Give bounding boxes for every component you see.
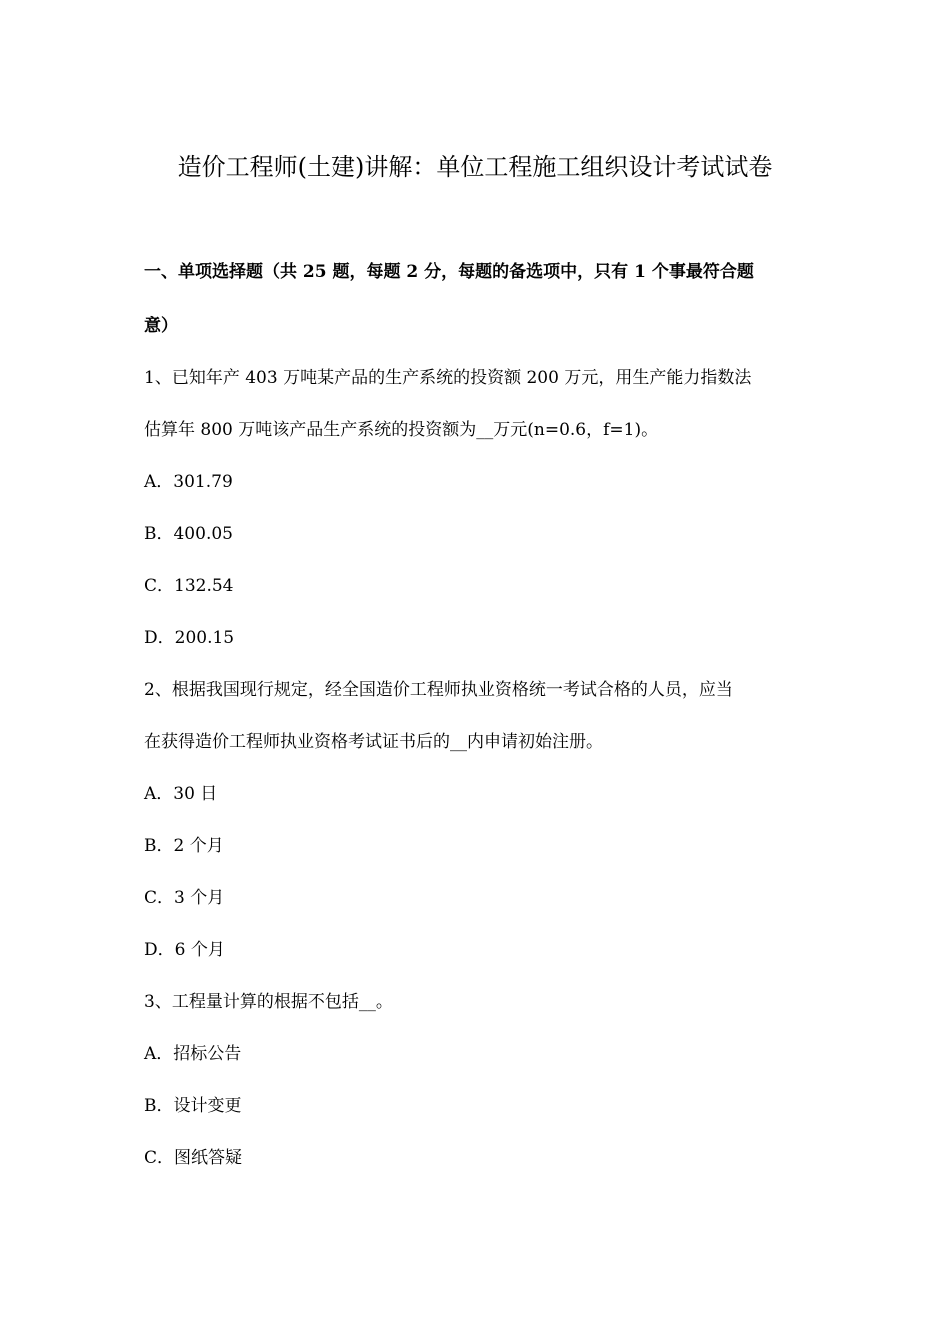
question-3-stem-line-1: 3、工程量计算的根据不包括__。 (144, 992, 393, 1012)
question-2-option-d: D．6 个月 (144, 940, 225, 960)
question-3-option-c: C．图纸答疑 (144, 1148, 243, 1168)
question-1-option-b: B．400.05 (144, 524, 233, 544)
document-title: 造价工程师(土建)讲解：单位工程施工组织设计考试试卷 (177, 153, 773, 181)
question-2-stem-line-1: 2、根据我国现行规定，经全国造价工程师执业资格统一考试合格的人员，应当 (144, 680, 733, 700)
question-3-option-a: A．招标公告 (144, 1044, 242, 1064)
question-1-stem-line-1: 1、已知年产 403 万吨某产品的生产系统的投资额 200 万元，用生产能力指数法 (144, 368, 752, 388)
question-2-option-b: B．2 个月 (144, 836, 224, 856)
question-2-option-c: C．3 个月 (144, 888, 225, 908)
question-3-option-b: B．设计变更 (144, 1096, 242, 1116)
section-heading-line-2: 意） (144, 316, 178, 336)
question-1-option-c: C．132.54 (144, 576, 234, 596)
question-1-option-a: A．301.79 (144, 472, 233, 492)
section-heading-line-1: 一、单项选择题（共 25 题，每题 2 分，每题的备选项中，只有 1 个事最符合题 (144, 262, 754, 282)
question-1-stem-line-2: 估算年 800 万吨该产品生产系统的投资额为__万元(n=0.6，f=1)。 (144, 420, 659, 440)
question-1-option-d: D．200.15 (144, 628, 235, 648)
question-2-option-a: A．30 日 (144, 784, 218, 804)
question-2-stem-line-2: 在获得造价工程师执业资格考试证书后的__内申请初始注册。 (144, 732, 603, 752)
